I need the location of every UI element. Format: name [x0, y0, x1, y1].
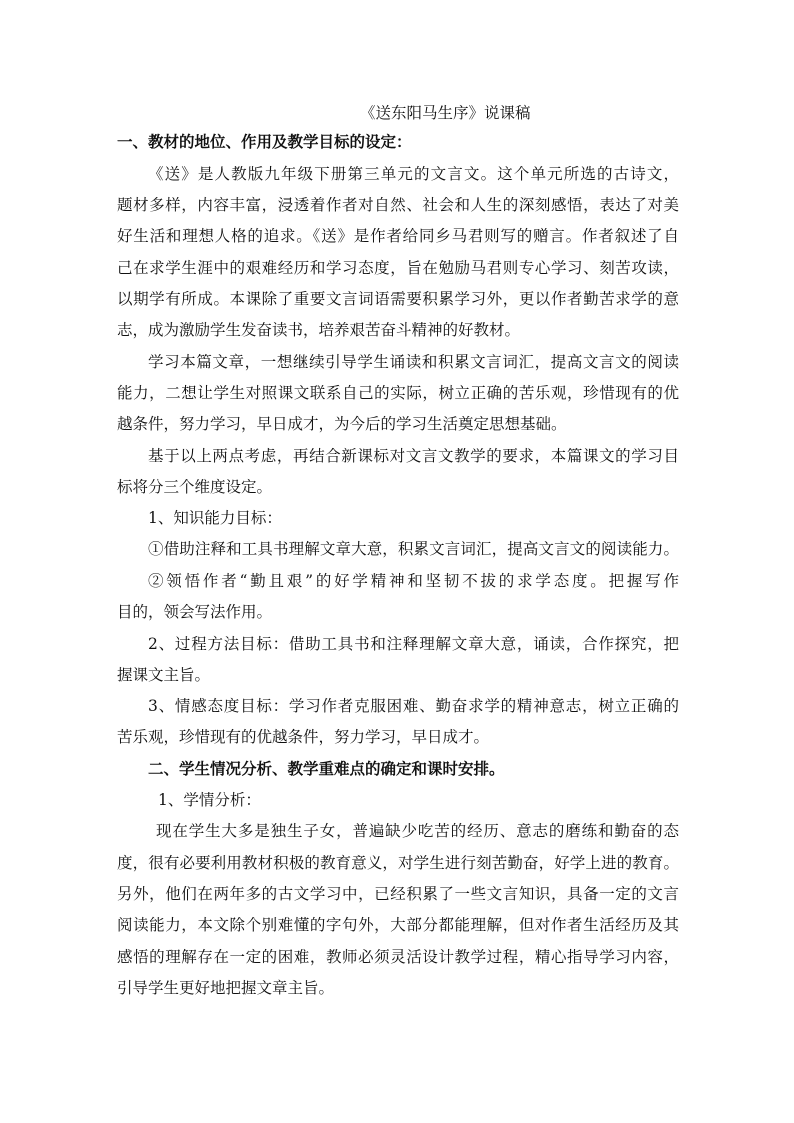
section-heading-1: 一、教材的地位、作用及教学目标的设定：	[117, 132, 412, 151]
paragraph-line: 题材多样，内容丰富，浸透着作者对自然、社会和人生的深刻感悟，表达了对美	[117, 196, 679, 214]
paragraph-line: 引导学生更好地把握文章主旨。	[117, 979, 335, 997]
paragraph-line: 《送》是人教版九年级下册第三单元的文言文。这个单元所选的古诗文，	[148, 165, 679, 183]
goal-3: 苦乐观，珍惜现有的优越条件，努力学习，早日成才。	[117, 728, 490, 746]
goal-1-item-1: ①借助注释和工具书理解文章大意，积累文言词汇，提高文言文的阅读能力。	[148, 540, 679, 558]
section-heading-2: 二、学生情况分析、教学重难点的确定和课时安排。	[148, 759, 505, 778]
paragraph-line: 好生活和理想人格的追求。《送》是作者给同乡马君则写的赠言。作者叙述了自	[117, 227, 679, 245]
document-title: 《送东阳马生序》说课稿	[360, 104, 531, 122]
goal-1-title: 1、知识能力目标：	[148, 509, 282, 527]
paragraph-line: 标将分三个维度设定。	[117, 478, 273, 496]
paragraph-line: 志，成为激励学生发奋读书，培养艰苦奋斗精神的好教材。	[117, 321, 521, 339]
paragraph-line: 越条件，努力学习，早日成才，为今后的学习生活奠定思想基础。	[117, 415, 567, 433]
paragraph-line: 度，很有必要利用教材积极的教育意义，对学生进行刻苦勤奋，好学上进的教育。	[117, 854, 679, 872]
paragraph-line: 己在求学生涯中的艰难经历和学习态度，旨在勉励马君则专心学习、刻苦攻读，	[117, 259, 679, 277]
subsection-title: 1、学情分析：	[158, 791, 261, 809]
goal-2: 2、过程方法目标：借助工具书和注释理解文章大意，诵读，合作探究，把	[148, 635, 679, 653]
paragraph-line: 以期学有所成。本课除了重要文言词语需要积累学习外，更以作者勤苦求学的意	[117, 290, 679, 308]
paragraph-line: 基于以上两点考虑，再结合新课标对文言文教学的要求，本篇课文的学习目	[148, 447, 679, 465]
paragraph-line: 另外，他们在两年多的古文学习中，已经积累了一些文言知识，具备一定的文言	[117, 885, 679, 903]
goal-1-item-2: 目的，领会写法作用。	[117, 603, 273, 621]
paragraph-line: 能力，二想让学生对照课文联系自己的实际，树立正确的苦乐观，珍惜现有的优	[117, 384, 679, 402]
goal-2: 握课文主旨。	[117, 666, 211, 684]
goal-1-item-2: ②领悟作者“勤且艰”的好学精神和坚韧不拔的求学态度。把握写作	[148, 572, 679, 590]
paragraph-line: 现在学生大多是独生子女，普遍缺少吃苦的经历、意志的磨练和勤奋的态	[156, 822, 679, 840]
goal-3: 3、情感态度目标：学习作者克服困难、勤奋求学的精神意志，树立正确的	[148, 697, 679, 715]
paragraph-line: 感悟的理解存在一定的困难，教师必须灵活设计教学过程，精心指导学习内容，	[117, 948, 679, 966]
paragraph-line: 阅读能力，本文除个别难懂的字句外，大部分都能理解，但对作者生活经历及其	[117, 916, 679, 934]
paragraph-line: 学习本篇文章，一想继续引导学生诵读和积累文言词汇，提高文言文的阅读	[148, 353, 679, 371]
